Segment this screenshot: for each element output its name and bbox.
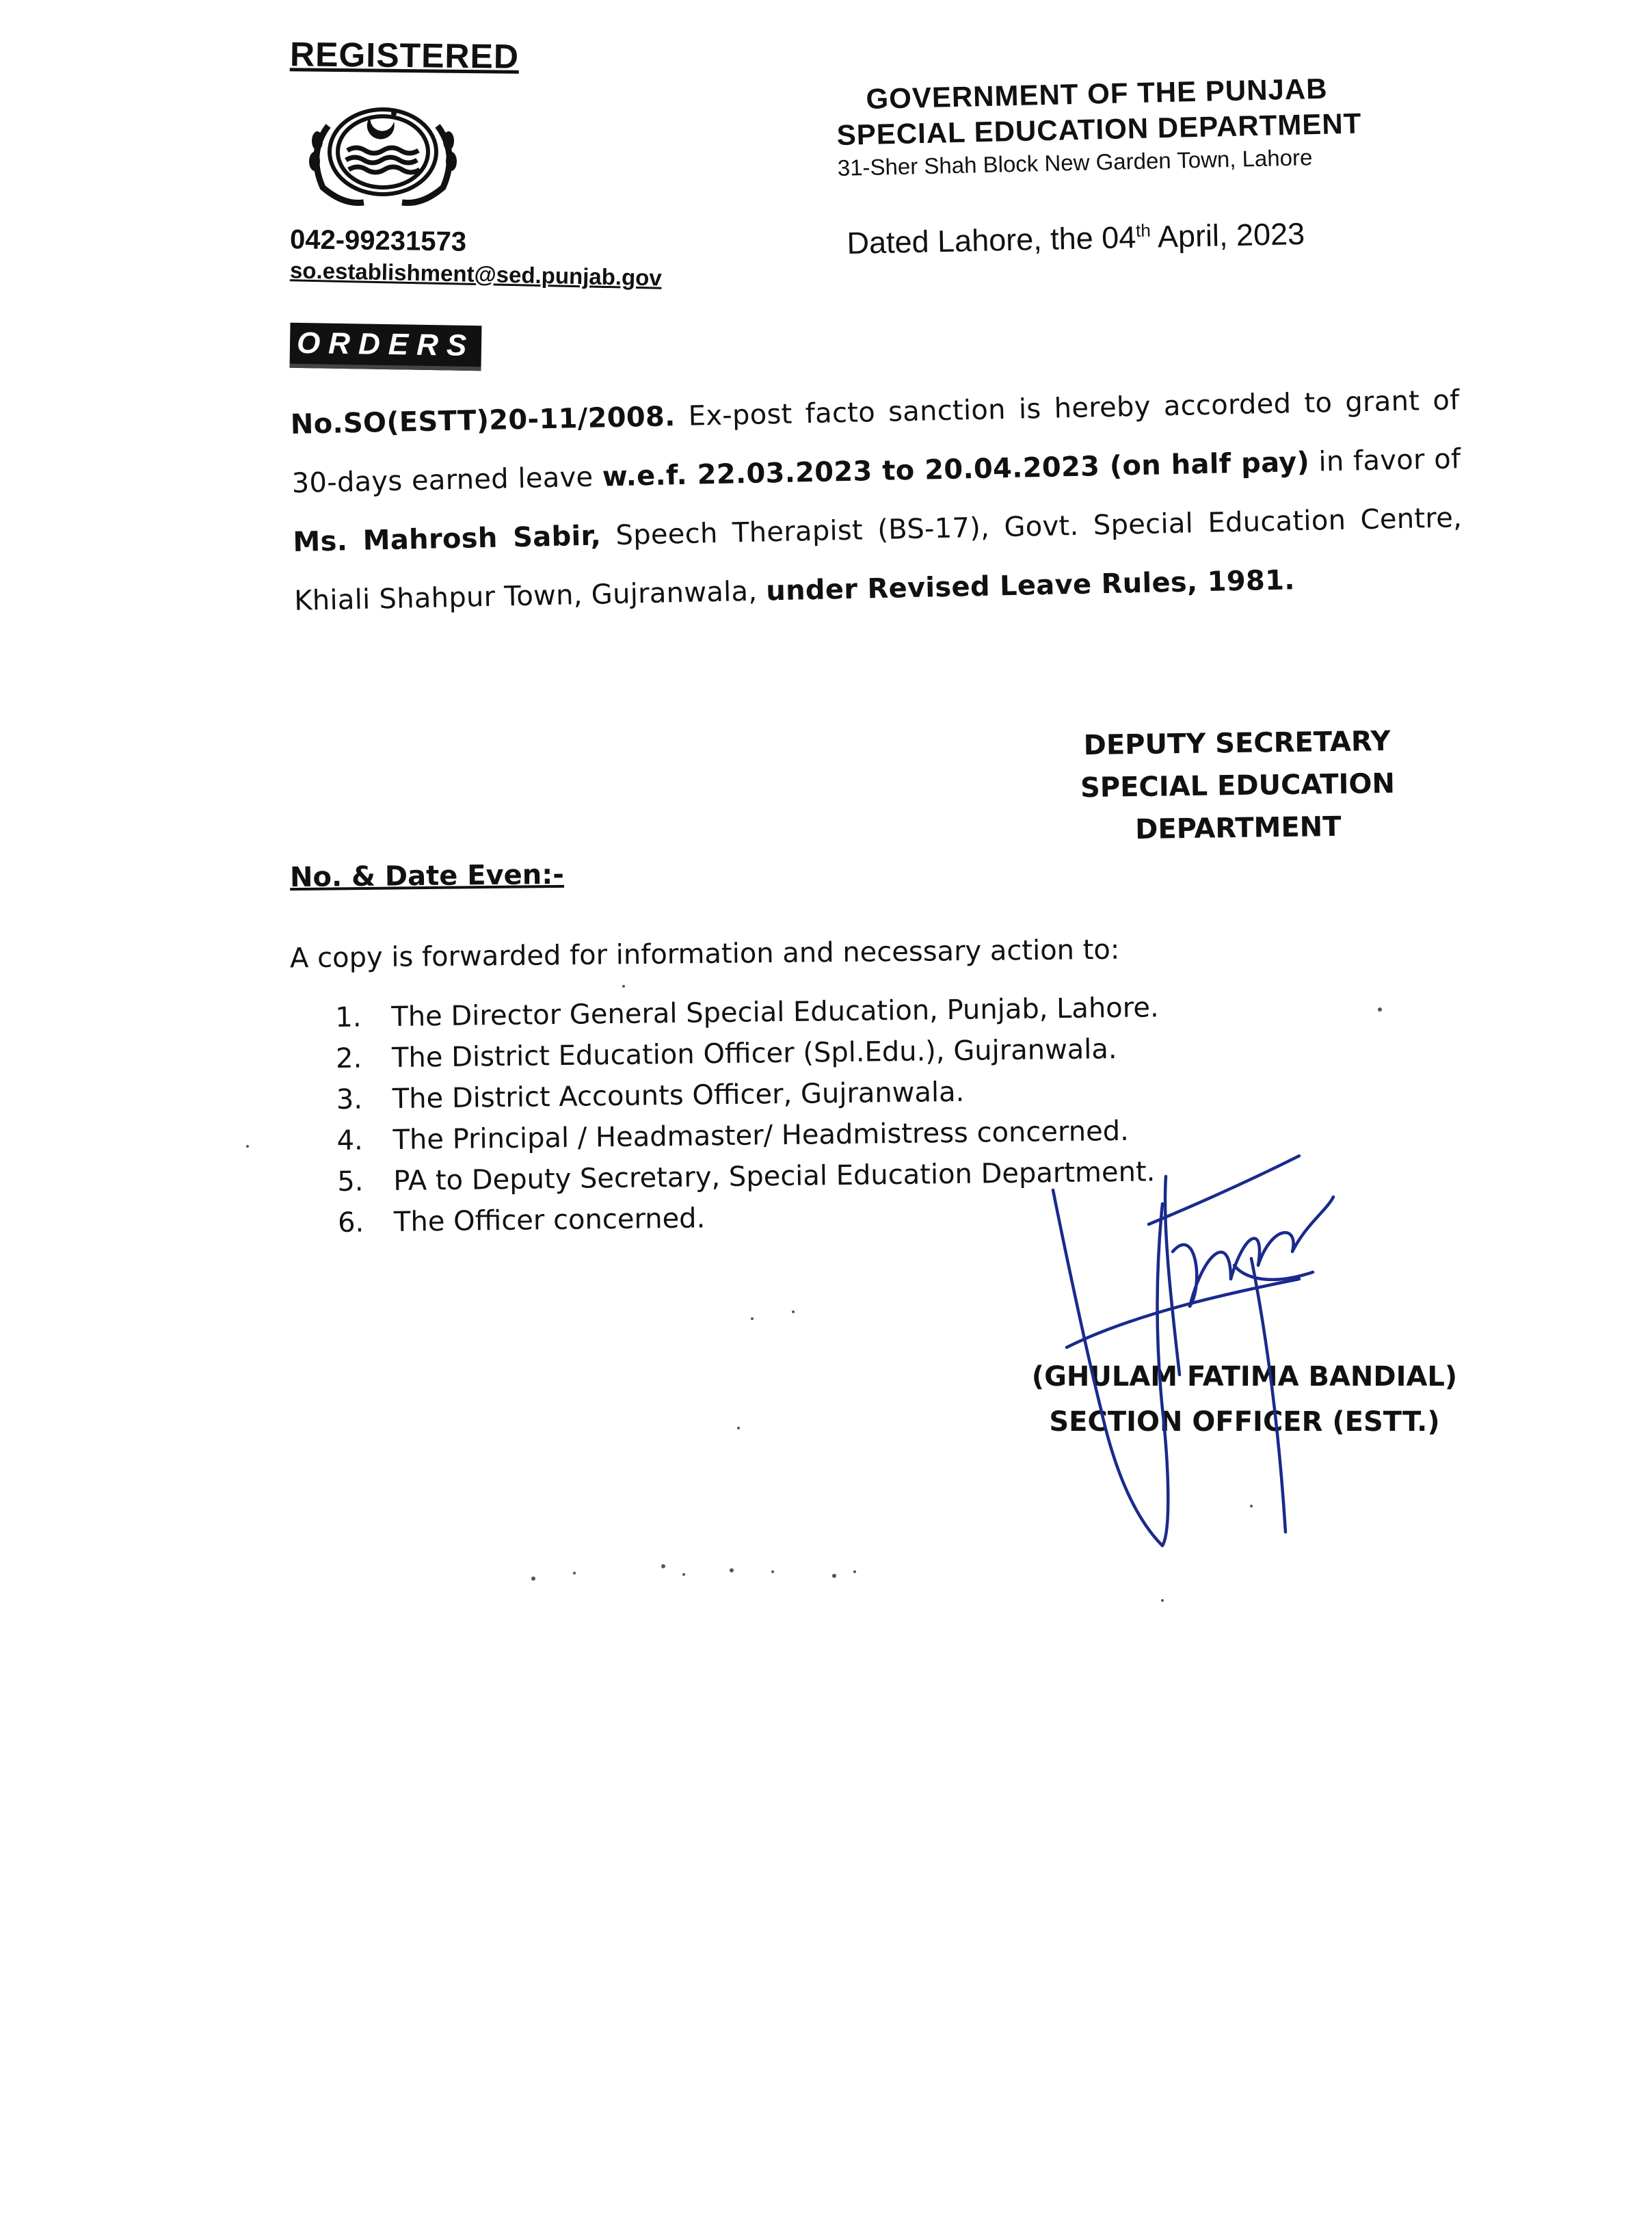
phone-number: 042-99231573	[289, 224, 467, 257]
list-number: 4.	[336, 1124, 364, 1157]
order-text-2: in favor of	[1309, 443, 1461, 478]
list-text: The Director General Special Education, Punjab, Lahore.	[391, 992, 1159, 1033]
no-date-even-heading: No. & Date Even:-	[289, 858, 565, 894]
date-prefix: Dated Lahore, the 04	[847, 220, 1136, 261]
list-text: PA to Deputy Secretary, Special Education Department.	[393, 1156, 1156, 1197]
deputy-secretary-block	[1066, 720, 1410, 852]
department-address: 31-Sher Shah Block New Garden Town, Lahore	[837, 144, 1313, 181]
deputy-line-3: DEPARTMENT	[1134, 810, 1342, 846]
signatory-designation: SECTION OFFICER (ESTT.)	[1049, 1406, 1440, 1438]
leave-rules: under Revised Leave Rules, 1981.	[765, 564, 1296, 607]
deputy-line-1: DEPUTY SECRETARY	[1083, 725, 1391, 762]
date-ordinal: th	[1135, 220, 1151, 241]
deputy-line-2: SPECIAL EDUCATION	[1080, 767, 1396, 804]
list-number: 5.	[337, 1165, 364, 1198]
date-suffix: April, 2023	[1150, 215, 1305, 254]
punjab-emblem-icon	[294, 90, 472, 213]
list-number: 2.	[335, 1042, 362, 1074]
orders-badge: ORDERS	[289, 323, 481, 371]
order-text-1: Ex-post facto sanction is hereby accorded to grant of 30-days earned leave	[291, 384, 1461, 499]
order-date	[847, 216, 1305, 261]
copy-intro: A copy is forwarded for information and necessary action to:	[289, 934, 1120, 975]
list-number: 1.	[335, 1001, 362, 1033]
list-text: The District Education Officer (Spl.Edu.), Gujranwala.	[391, 1033, 1117, 1074]
government-title: GOVERNMENT OF THE PUNJAB	[866, 72, 1328, 115]
signatory-name: (GHULAM FATIMA BANDIAL)	[1031, 1361, 1458, 1393]
employee-name: Ms. Mahrosh Sabir,	[293, 520, 602, 558]
order-number: No.SO(ESTT)20-11/2008.	[290, 401, 676, 440]
list-text: The Principal / Headmaster/ Headmistress concerned.	[392, 1115, 1130, 1156]
department-header	[836, 70, 1363, 183]
department-title: SPECIAL EDUCATION DEPARTMENT	[836, 107, 1362, 151]
leave-period: w.e.f. 22.03.2023 to 20.04.2023 (on half pay)	[602, 446, 1310, 493]
list-number: 6.	[337, 1206, 364, 1239]
order-paragraph	[290, 371, 1464, 631]
order-text-3: Speech Therapist (BS-17), Govt. Special Education Centre, Khiali Shahpur Town, Gujranwala,	[293, 502, 1463, 617]
list-number: 3.	[336, 1083, 363, 1116]
registered-label: REGISTERED	[289, 35, 520, 76]
email-address: so.establishment@sed.punjab.gov	[289, 257, 663, 291]
signature-icon	[1026, 1149, 1381, 1559]
list-text: The District Accounts Officer, Gujranwala.	[392, 1076, 965, 1115]
list-text: The Officer concerned.	[393, 1202, 706, 1238]
